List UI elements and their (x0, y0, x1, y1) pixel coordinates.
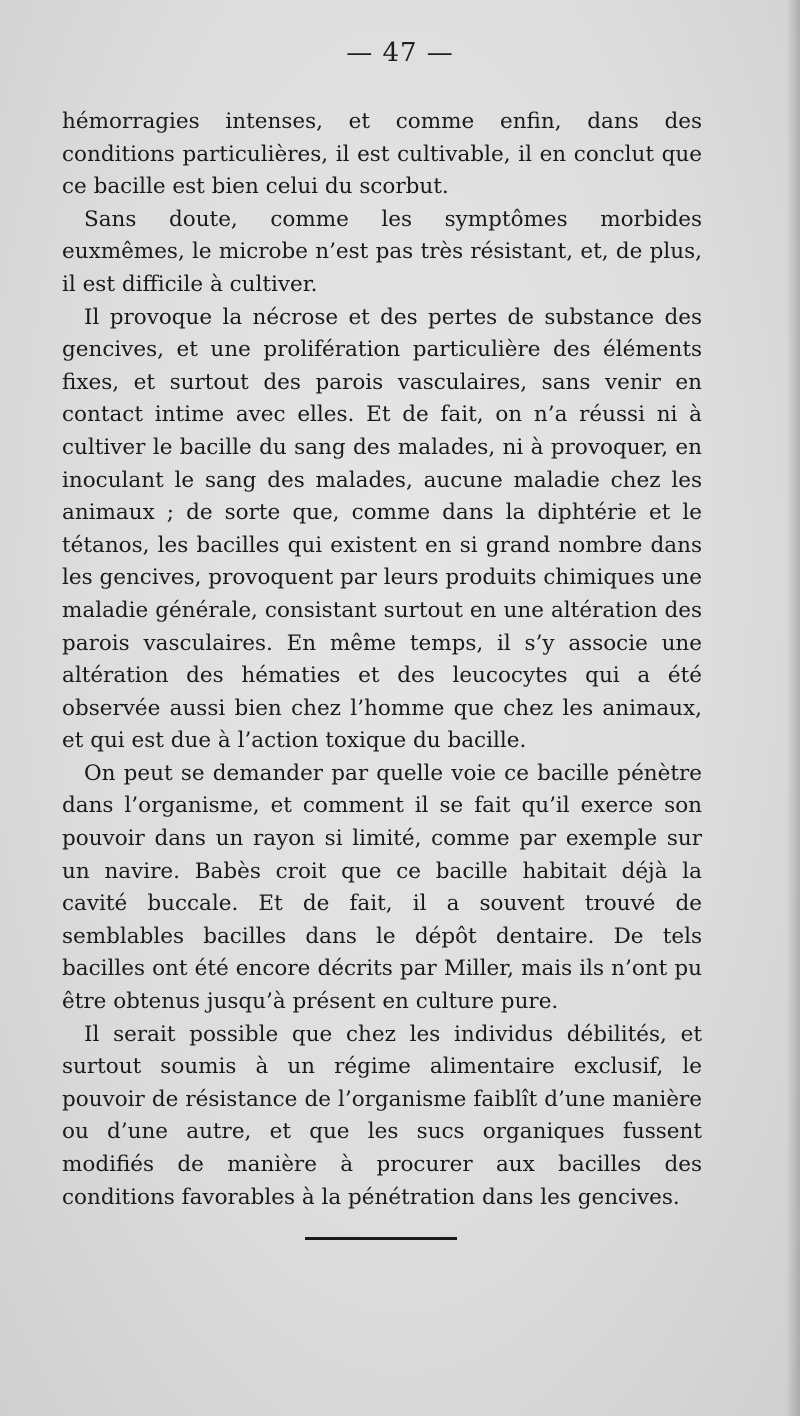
paragraph-1: hémorragies intenses, et comme enfin, dans des conditions particulières, il est cultivable, il en conclut que ce bacille est bien celui du scorbut. (62, 109, 702, 200)
paragraph-2: Sans doute, comme les symptômes morbides euxmêmes, le microbe n’est pas très résistant, et, de plus, il est difficile à cultiver. (62, 206, 702, 297)
page-number: — 47 — (346, 38, 454, 68)
paragraph-5: Il serait possible que chez les individus débilités, et surtout soumis à un régime alimentaire exclusif, le pouvoir de résistance de l’organisme faiblît d’une manière ou d’une autre, et que les sucs organiques fussent modifiés de manière à procurer aux bacilles des conditions favorables à la pénétration dans les gencives. (62, 1021, 702, 1210)
paragraph-3: Il provoque la nécrose et des pertes de substance des gencives, et une prolifération particulière des éléments fixes, et surtout des parois vasculaires, sans venir en contact intime avec elles. Et de fait, on n’a réussi ni à cultiver le bacille du sang des malades, ni à provoquer, en inoculant le sang des malades, aucune maladie chez les animaux ; de sorte que, comme dans la diphtérie et le tétanos, les bacilles qui existent en si grand nombre dans les gencives, provoquent par leurs produits chimiques une maladie générale, consistant surtout en une altération des parois vasculaires. En même temps, il s’y associe une altération des hématies et des leucocytes qui a été observée aussi bien chez l’homme que chez les animaux, et qui est due à l’action toxique du bacille. (62, 304, 702, 754)
end-rule-divider (305, 1237, 457, 1240)
body-text (62, 106, 702, 1214)
page-edge-shadow (786, 0, 800, 1416)
paragraph-4: On peut se demander par quelle voie ce bacille pénètre dans l’organisme, et comment il se fait qu’il exerce son pouvoir dans un rayon si limité, comme par exemple sur un navire. Babès croit que ce bacille habitait déjà la cavité buccale. Et de fait, il a souvent trouvé de semblables bacilles dans le dépôt dentaire. De tels bacilles ont été encore décrits par Miller, mais ils n’ont pu être obtenus jusqu’à présent en culture pure. (62, 760, 702, 1015)
